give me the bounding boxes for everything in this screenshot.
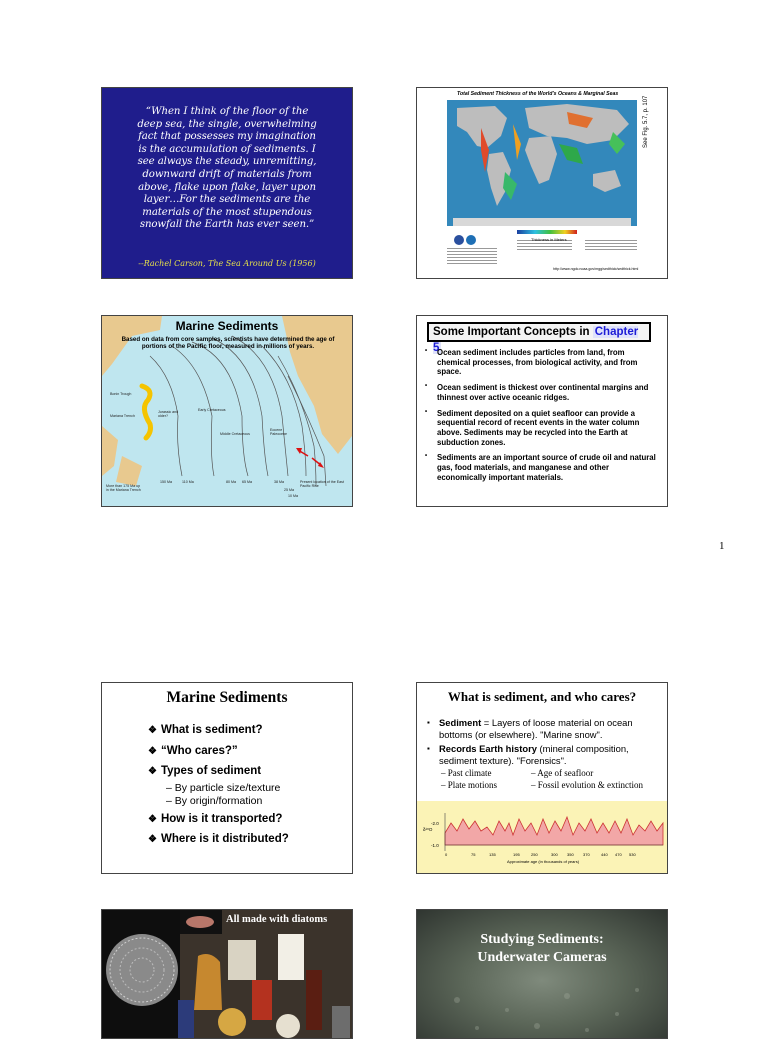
map-label: Eocene Paleocene [270,428,287,436]
slide-outline [101,682,353,874]
figure-reference: See Fig. 5.7, p. 107 [643,95,649,148]
x-axis-label: Approximate age (in thousands of years) [507,859,580,864]
slide-title-line2: Underwater Cameras [477,950,607,965]
quote-line: downward drift of materials from [142,168,312,180]
quote-line: is the accumulation of sediments. I [138,143,316,155]
diatom-products-photo [102,910,352,1038]
quote-citation: --Rachel Carson, The Sea Around Us (1956) [138,259,316,268]
slide-diatoms [101,909,353,1039]
x-tick: 75 [471,852,476,857]
quote-line: materials of the most stupendous [142,206,312,218]
list-item: • Ocean sediment is thickest over continental margins and thinnest over active oceanic ridges. [423,383,659,402]
diamond-bullet-icon: ❖ [148,834,157,845]
item-text: How is it transported? [160,812,283,825]
outline-list [148,723,289,853]
slide-title: Marine Sediments [175,319,279,333]
isotope-curve [417,801,667,873]
list-item [148,723,289,738]
list-row [427,779,663,791]
list-item: • Ocean sediment includes particles from land, from chemical processes, from biological activity, and from space. [423,348,659,377]
quote-line: “When I think of the floor of the [145,106,309,117]
slide-sediment-map [416,87,668,279]
slide-title: What is sediment, and who cares? [447,689,637,704]
term: Sediment [439,717,482,728]
map-label: 38 Ma [274,480,284,484]
x-tick: 370 [583,852,590,857]
x-tick: 195 [513,852,520,857]
sub-item: – By origin/formation [166,795,263,807]
list-item [148,812,289,827]
slide-title: Marine Sediments [166,689,288,706]
y-tick: -1.0 [431,843,439,848]
quote-line: see always the steady, unremitting, [137,156,317,168]
list-item: • Sediments are an important source of crude oil and natural gas, food materials, and manganese and other economically important materials. [423,453,659,482]
map-label: 80 Ma [226,480,236,484]
quote-line: above, flake upon flake, layer upon [138,181,316,193]
map-label: Middle Cretaceous [220,432,250,436]
definition: = Layers of loose material on ocean bottoms (or elsewhere). "Marine snow". [439,717,633,740]
sub-item: – Past climate [441,768,492,778]
x-tick: 350 [567,852,574,857]
item-text: What is sediment? [160,724,263,736]
list-item [427,717,663,741]
sub-item: – Plate motions [441,780,497,790]
map-label: Bonin Trough [110,392,132,396]
map-label: 110 Ma [182,480,194,484]
slide-title: All made with diatoms [226,914,328,925]
quote-line: fact that possesses my imagination [138,131,316,143]
map-label: Present location of the East Pacific Rise [300,480,344,488]
diamond-bullet-icon: ❖ [148,813,157,825]
term: Records Earth history [439,743,537,754]
x-tick: 440 [601,852,608,857]
quote-line: deep sea, the single, overwhelming [137,118,317,130]
header-prefix: Some Important Concepts in [433,326,593,338]
x-tick: 0 [445,852,448,857]
slide-title-line1: Studying Sediments: [480,932,604,947]
list-item [148,744,289,759]
chapter-link[interactable]: Chapter 5 [433,326,639,354]
slide-quote [101,87,353,279]
list-item: • Sediment deposited on a quiet seafloor can provide a sequential record of recent events in the water column above. Sediments may be recycled into the Earth at subduction zones. [423,409,659,448]
map-label: Jurassic and older? [158,410,179,418]
list-row [427,767,663,779]
concepts-header [427,322,651,354]
map-label: 25 Ma [284,488,294,492]
map-label: Early Cretaceous [198,408,226,412]
page-number: 1 [719,540,725,552]
diamond-bullet-icon: ❖ [148,766,157,777]
slide-subtitle: Based on data from core samples, scientists have determined the age of portions of the Pacific floor, measured in millions of years. [121,336,335,351]
sub-item: – Age of seafloor [531,768,594,778]
y-tick: -2.0 [431,821,439,826]
slide-pacific-ages [101,315,353,507]
x-tick: 135 [489,852,496,857]
map-label: Mariana Trench [110,414,135,418]
slide-what-is-sediment [416,682,668,874]
map-title: Total Sediment Thickness of the World's Oceans & Marginal Seas [457,91,619,97]
map-label: 10 Ma [288,494,298,498]
x-tick: 530 [629,852,636,857]
legend-label: Thickness in Meters [531,237,567,242]
map-label: 65 Ma [242,480,252,484]
diamond-bullet-icon: ❖ [148,745,157,757]
list-item [148,832,289,847]
list-item [427,743,663,767]
item-text: “Who cares?” [160,744,238,757]
map-url: http://www.ngdc.noaa.gov/mgg/sedthick/sedthick.html [553,267,639,271]
x-tick: 250 [531,852,538,857]
quote-line: layer…For the sediments are the [143,194,311,206]
slide-body [427,717,663,791]
diamond-bullet-icon: ❖ [148,725,157,736]
map-label: 150 Ma [160,480,172,484]
list-item [148,764,289,779]
isotope-plot [417,801,667,873]
x-tick: 470 [615,852,622,857]
item-text: Types of sediment [160,765,262,777]
sub-item: – Fossil evolution & extinction [531,780,643,790]
slide-concepts [416,315,668,507]
x-tick: 300 [551,852,558,857]
seafloor-photo [417,910,667,1038]
quote-line: snowfall the Earth has ever seen.” [139,219,315,231]
carson-quote [114,106,340,232]
world-sediment-map [417,88,667,278]
slide-underwater-cameras [416,909,668,1039]
y-axis-label: δ¹⁸O [423,827,433,832]
item-text: Where is it distributed? [160,833,289,845]
sub-item: – By particle size/texture [166,781,281,794]
definition: (mineral composition, sediment texture). "Forensics". [439,743,629,766]
map-label: More than 175 Ma up in the Mariana Trench [106,484,141,492]
concepts-list [423,348,659,488]
